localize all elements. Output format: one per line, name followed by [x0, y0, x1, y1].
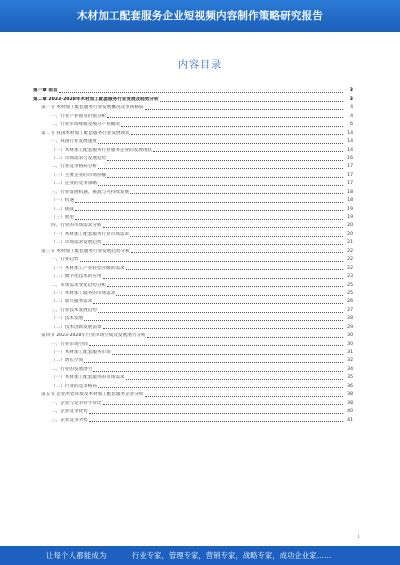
toc-dot-leader: [84, 320, 343, 321]
toc-entry[interactable]: [33, 339, 353, 347]
toc-entry[interactable]: [33, 238, 353, 246]
toc-entry[interactable]: [33, 94, 353, 102]
toc-dot-leader: [75, 202, 343, 203]
toc-entry[interactable]: [33, 137, 353, 145]
toc-entry[interactable]: [33, 229, 353, 237]
toc-entry[interactable]: [33, 407, 353, 415]
toc-dot-leader: [145, 109, 343, 110]
toc-entry[interactable]: [33, 364, 353, 372]
toc-dot-leader: [84, 362, 343, 363]
toc-heading: 内容目录: [178, 60, 222, 71]
toc-dot-leader: [107, 117, 343, 118]
toc-entry[interactable]: [33, 398, 353, 406]
toc-entry[interactable]: [33, 204, 353, 212]
toc-dot-leader: [153, 151, 343, 152]
toc-entry-label: （一）机遇: [51, 198, 74, 204]
toc-entry-label: 二、行业市场规模及细分产业概况: [51, 122, 120, 128]
toc-dot-leader: [93, 371, 343, 372]
toc-entry-page: 25: [347, 282, 353, 288]
toc-entry-page: 27: [347, 307, 353, 313]
toc-entry-label: 三、行业发展机遇、挑战与可持续发展: [51, 189, 130, 195]
toc-dot-leader: [98, 387, 343, 388]
toc-entry-label: （三）展望: [51, 215, 74, 220]
toc-entry-page: 35: [347, 375, 353, 381]
toc-entry[interactable]: [33, 272, 353, 280]
toc-dot-leader: [80, 261, 343, 262]
toc-entry-label: 四、行业的市场需求分析: [51, 223, 102, 229]
toc-entry-label: （一）木材加工产业转型升级的需求: [51, 265, 125, 271]
toc-entry-page: 20: [347, 231, 353, 237]
toc-entry-page: 14: [347, 130, 353, 136]
toc-entry-label: （二）行业的竞争格局: [51, 383, 97, 389]
page-footer: [0, 546, 400, 565]
toc-dot-leader: [59, 92, 343, 93]
toc-entry-page: 6: [350, 122, 353, 128]
toc-entry[interactable]: [33, 356, 353, 364]
toc-entry-page: 22: [347, 257, 353, 263]
toc-entry-page: 14: [347, 147, 353, 153]
toc-entry[interactable]: [33, 280, 353, 288]
toc-entry-page: 28: [347, 316, 353, 322]
toc-entry-page: 4: [350, 113, 353, 119]
toc-entry-label: 一、我国行业发展速度: [51, 139, 97, 145]
table-of-contents: [33, 86, 353, 424]
toc-entry[interactable]: [33, 162, 353, 170]
toc-dot-leader: [126, 379, 343, 380]
toc-entry[interactable]: [33, 221, 353, 229]
toc-entry-label: （一）主要企业的市场份额: [51, 172, 107, 178]
toc-entry-page: 22: [347, 265, 353, 271]
toc-entry-label: 二、行业的发展潜力: [51, 366, 93, 372]
toc-entry-page: 21: [347, 240, 353, 246]
toc-entry[interactable]: [33, 297, 353, 305]
toc-entry-page: 4: [350, 105, 353, 111]
toc-entry[interactable]: [33, 187, 353, 195]
toc-entry[interactable]: [33, 213, 353, 221]
toc-entry-label: 一、企业与竞争对手对比: [51, 400, 102, 406]
toc-entry-page: 31: [347, 350, 353, 355]
toc-entry-label: 第一节 木材加工配套服务行业发展概况及市场格局: [41, 105, 144, 111]
toc-entry-label: 一、行业产业链及价值分析: [51, 113, 107, 119]
toc-dot-leader: [75, 210, 343, 211]
toc-dot-leader: [103, 227, 343, 228]
toc-entry[interactable]: [33, 128, 353, 136]
toc-entry-page: 32: [347, 358, 353, 364]
toc-dot-leader: [89, 345, 343, 346]
toc-dot-leader: [103, 244, 343, 245]
toc-entry[interactable]: [33, 263, 353, 271]
toc-dot-leader: [89, 413, 343, 414]
toc-entry-page: 3: [349, 88, 353, 94]
toc-dot-leader: [103, 404, 343, 405]
toc-entry[interactable]: [33, 289, 353, 297]
toc-dot-leader: [112, 354, 343, 355]
toc-entry-page: 34: [347, 366, 353, 372]
toc-entry-label: 三、企业竞争劣势: [51, 417, 88, 423]
toc-dot-leader: [130, 193, 343, 194]
toc-entry-page: 14: [347, 139, 353, 145]
toc-dot-leader: [107, 160, 343, 161]
footer-tagline: 行业专家，管理专家，营销专家，战略专家，成功企业家……: [132, 551, 332, 560]
toc-dot-leader: [98, 312, 343, 313]
toc-entry[interactable]: [33, 120, 353, 128]
toc-dot-leader: [126, 269, 343, 270]
toc-entry-label: 第三节 木材加工配套服务行业发展趋势分析: [41, 248, 130, 254]
toc-entry-label: 二、企业竞争优势: [51, 409, 88, 415]
toc-entry[interactable]: [33, 196, 353, 204]
toc-entry-label: （二）挑战: [51, 206, 74, 212]
toc-dot-leader: [131, 134, 343, 135]
toc-entry[interactable]: [33, 255, 353, 263]
toc-entry-page: 22: [347, 248, 353, 254]
toc-dot-leader: [75, 219, 343, 220]
toc-dot-leader: [160, 101, 343, 102]
toc-dot-leader: [98, 168, 343, 169]
toc-entry[interactable]: [33, 314, 353, 322]
toc-entry[interactable]: [33, 415, 353, 423]
toc-entry-label: （二）数字化技术的应用: [51, 274, 102, 280]
toc-entry-label: （一）木材加工配套服务行业服务企业的发展现状: [51, 147, 153, 153]
toc-dot-leader: [147, 337, 343, 338]
toc-entry[interactable]: [33, 348, 353, 356]
toc-entry[interactable]: [33, 179, 353, 187]
toc-entry-label: （一）木材加工配套服务行业市场需求: [51, 231, 130, 237]
toc-dot-leader: [103, 328, 343, 329]
page-header: [0, 0, 400, 32]
toc-dot-leader: [131, 252, 343, 253]
toc-entry-page: 17: [347, 164, 353, 170]
toc-entry-label: （二）市场需求与发展趋势: [51, 155, 107, 161]
toc-dot-leader: [98, 185, 343, 186]
toc-entry-page: 30: [347, 341, 353, 347]
toc-entry-page: 19: [347, 206, 353, 212]
toc-entry-label: （二）新兴服务需求: [51, 299, 93, 305]
toc-entry-label: （一）木材加工服务的市场需求: [51, 290, 116, 296]
toc-entry-label: 二、市场需求变化趋势分析: [51, 282, 107, 288]
toc-entry-label: （一）木材加工配套服务的市场需求: [51, 375, 125, 381]
toc-entry-page: 17: [347, 172, 353, 178]
toc-entry-label: 一、行业趋势: [51, 257, 79, 263]
toc-entry[interactable]: [33, 103, 353, 111]
toc-entry-label: 第五节 企业所处环境及木材加工配套服务企业分析: [41, 392, 144, 398]
toc-entry-label: 二、行业竞争格局分析: [51, 164, 97, 170]
toc-entry-label: （二）增长空间: [51, 358, 84, 364]
toc-entry-page: 23: [347, 274, 353, 280]
toc-entry-label: 第二章 2023-2028年木材加工配套服务行业发展及趋势分析: [33, 96, 159, 102]
toc-entry-label: （一）技术发展: [51, 316, 84, 322]
toc-dot-leader: [98, 143, 343, 144]
toc-entry-page: 38: [347, 392, 353, 398]
toc-entry[interactable]: [33, 154, 353, 162]
toc-entry[interactable]: [33, 331, 353, 339]
report-title: 木材加工配套服务企业短视频内容制作策略研究报告: [76, 10, 324, 22]
toc-entry-label: （二）企业的竞争策略: [51, 181, 97, 187]
toc-entry-label: 第二节 我国木材加工配套服务行业发展现状: [41, 130, 130, 136]
toc-entry-page: 25: [347, 290, 353, 296]
toc-entry[interactable]: [33, 246, 353, 254]
toc-entry-page: 38: [347, 400, 353, 406]
toc-entry[interactable]: [33, 86, 353, 94]
toc-entry-page: 41: [347, 417, 353, 423]
toc-entry-label: 第一章 前言: [33, 88, 58, 94]
toc-entry-page: 20: [347, 223, 353, 229]
toc-entry[interactable]: [33, 145, 353, 153]
toc-entry-page: 40: [347, 409, 353, 415]
toc-entry-label: 一、行业市场空间: [51, 341, 88, 347]
toc-entry[interactable]: [33, 322, 353, 330]
toc-entry[interactable]: [33, 373, 353, 381]
toc-entry-page: 18: [347, 189, 353, 195]
toc-entry-label: （二）技术创新发展前景: [51, 324, 102, 330]
toc-dot-leader: [145, 396, 343, 397]
toc-entry-label: （二）市场需求发展趋势: [51, 240, 102, 246]
toc-dot-leader: [107, 177, 343, 178]
toc-dot-leader: [103, 278, 343, 279]
footer-slogan: 让每个人都能成为: [46, 551, 107, 560]
toc-entry-page: 16: [347, 155, 353, 161]
toc-entry-page: 3: [349, 96, 353, 102]
toc-entry-label: （一）木材加工配套服务市场: [51, 350, 111, 355]
toc-entry-page: 30: [347, 333, 353, 339]
toc-entry[interactable]: [33, 381, 353, 389]
toc-entry-page: 29: [347, 324, 353, 330]
toc-entry[interactable]: [33, 305, 353, 313]
toc-dot-leader: [93, 303, 343, 304]
toc-entry-page: 17: [347, 181, 353, 187]
toc-dot-leader: [130, 236, 343, 237]
toc-entry-label: 第四节 2023-2028年行业市场空间及发展潜力分析: [41, 333, 146, 339]
toc-entry-label: 三、行业技术发展趋势: [51, 307, 97, 313]
toc-entry-page: 18: [347, 198, 353, 204]
toc-entry[interactable]: [33, 390, 353, 398]
toc-dot-leader: [89, 421, 343, 422]
toc-entry-page: 19: [347, 215, 353, 220]
toc-entry[interactable]: [33, 170, 353, 178]
toc-dot-leader: [116, 295, 343, 296]
toc-entry-page: 36: [347, 383, 353, 389]
toc-entry-page: 26: [347, 299, 353, 305]
page-number: 1: [357, 534, 360, 539]
toc-entry[interactable]: [33, 111, 353, 119]
toc-dot-leader: [121, 126, 343, 127]
toc-dot-leader: [107, 286, 343, 287]
